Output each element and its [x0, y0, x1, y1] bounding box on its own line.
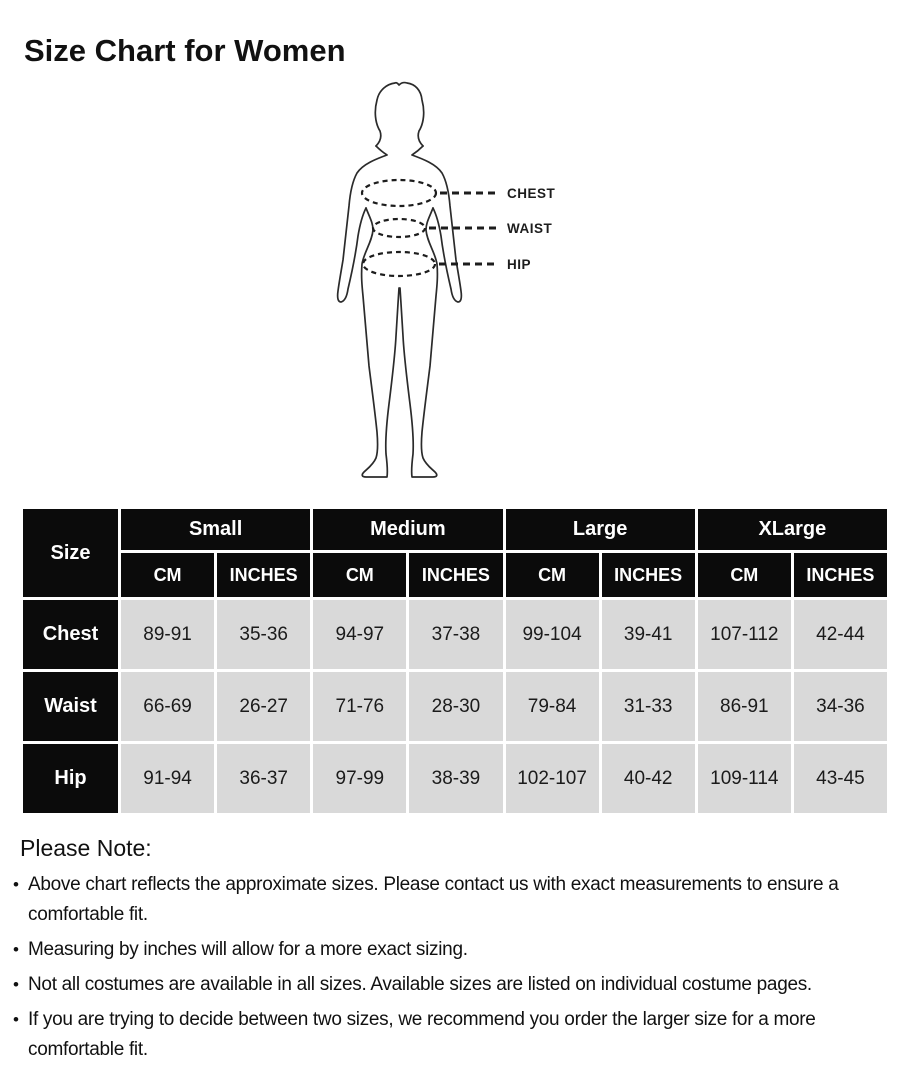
table-cell: 102-107 — [506, 744, 599, 813]
hip-measure-ellipse — [363, 252, 435, 276]
chest-label: CHEST — [507, 186, 556, 201]
table-cell: 36-37 — [217, 744, 310, 813]
waist-label: WAIST — [507, 221, 553, 236]
table-cell: 99-104 — [506, 600, 599, 669]
row-header-hip: Hip — [23, 744, 118, 813]
table-cell: 28-30 — [409, 672, 502, 741]
unit-header-cm: CM — [121, 553, 214, 597]
table-cell: 79-84 — [506, 672, 599, 741]
note-item — [0, 935, 888, 965]
unit-header-cm: CM — [698, 553, 791, 597]
unit-header-cm: CM — [313, 553, 406, 597]
table-cell: 97-99 — [313, 744, 406, 813]
bullet-icon: • — [13, 940, 19, 959]
note-item — [0, 1005, 888, 1065]
table-cell: 42-44 — [794, 600, 887, 669]
unit-header-inches: INCHES — [217, 553, 310, 597]
bullet-icon: • — [13, 975, 19, 994]
note-text: Not all costumes are available in all sizes. Available sizes are listed on individual costume pages. — [28, 974, 812, 995]
table-cell: 91-94 — [121, 744, 214, 813]
note-item — [0, 970, 888, 1000]
table-row-waist — [23, 672, 887, 741]
group-header-large: Large — [506, 509, 695, 550]
table-cell: 107-112 — [698, 600, 791, 669]
note-text: Above chart reflects the approximate sizes. Please contact us with exact measurements to ensure a comfortable fit. — [28, 874, 839, 925]
table-cell: 109-114 — [698, 744, 791, 813]
group-header-xlarge: XLarge — [698, 509, 887, 550]
table-cell: 66-69 — [121, 672, 214, 741]
table-cell: 26-27 — [217, 672, 310, 741]
table-cell: 38-39 — [409, 744, 502, 813]
table-row-chest — [23, 600, 887, 669]
measurement-diagram — [300, 80, 600, 480]
size-table — [20, 506, 890, 816]
group-header-small: Small — [121, 509, 310, 550]
notes-heading: Please Note: — [20, 835, 152, 861]
body-figure-left-side — [362, 208, 399, 477]
unit-header-cm: CM — [506, 553, 599, 597]
unit-header-inches: INCHES — [409, 553, 502, 597]
table-cell: 89-91 — [121, 600, 214, 669]
table-cell: 43-45 — [794, 744, 887, 813]
unit-header-inches: INCHES — [602, 553, 695, 597]
table-cell: 31-33 — [602, 672, 695, 741]
note-text: If you are trying to decide between two sizes, we recommend you order the larger size for a more comfortable fit. — [28, 1009, 816, 1060]
table-cell: 37-38 — [409, 600, 502, 669]
bullet-icon: • — [13, 875, 19, 894]
table-cell: 39-41 — [602, 600, 695, 669]
row-header-waist: Waist — [23, 672, 118, 741]
unit-header-inches: INCHES — [794, 553, 887, 597]
table-cell: 94-97 — [313, 600, 406, 669]
table-cell: 71-76 — [313, 672, 406, 741]
group-header-medium: Medium — [313, 509, 502, 550]
table-cell: 34-36 — [794, 672, 887, 741]
page-title: Size Chart for Women — [24, 32, 346, 68]
body-figure-head — [375, 83, 423, 146]
notes-list — [0, 870, 888, 1070]
bullet-icon: • — [13, 1010, 19, 1029]
note-item — [0, 870, 888, 930]
table-cell: 86-91 — [698, 672, 791, 741]
body-figure-right-side — [400, 208, 437, 477]
table-row-hip — [23, 744, 887, 813]
waist-measure-ellipse — [373, 219, 425, 237]
size-corner-header: Size — [23, 509, 118, 597]
table-cell: 35-36 — [217, 600, 310, 669]
note-text: Measuring by inches will allow for a more exact sizing. — [28, 939, 468, 960]
row-header-chest: Chest — [23, 600, 118, 669]
chest-measure-ellipse — [362, 180, 436, 206]
table-cell: 40-42 — [602, 744, 695, 813]
hip-label: HIP — [507, 257, 532, 272]
